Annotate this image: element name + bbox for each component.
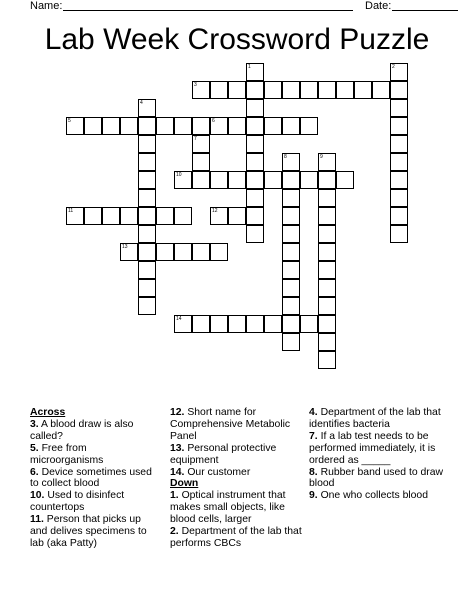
clue-column-3 xyxy=(309,407,449,502)
grid-cell[interactable] xyxy=(192,153,210,171)
cell-number: 8 xyxy=(284,154,287,160)
grid-cell[interactable] xyxy=(66,117,84,135)
grid-cell[interactable] xyxy=(318,81,336,99)
grid-cell[interactable] xyxy=(282,189,300,207)
grid-cell[interactable] xyxy=(210,315,228,333)
grid-cell[interactable] xyxy=(174,207,192,225)
cell-number: 12 xyxy=(212,208,218,214)
grid-cell[interactable] xyxy=(174,243,192,261)
grid-cell[interactable] xyxy=(138,189,156,207)
grid-cell[interactable] xyxy=(246,207,264,225)
grid-cell[interactable] xyxy=(390,207,408,225)
clue-across-3: 3. A blood draw is also called? xyxy=(30,418,134,442)
grid-cell[interactable] xyxy=(210,171,228,189)
grid-cell[interactable] xyxy=(228,81,246,99)
grid-cell[interactable] xyxy=(318,351,336,369)
grid-cell[interactable] xyxy=(282,297,300,315)
clue-down-7: 7. If a lab test needs to be performed immediately, it is ordered as _____ xyxy=(309,430,436,466)
grid-cell[interactable] xyxy=(246,189,264,207)
cell-number: 13 xyxy=(122,244,128,250)
grid-cell[interactable] xyxy=(282,261,300,279)
grid-cell[interactable] xyxy=(318,225,336,243)
grid-cell[interactable] xyxy=(282,207,300,225)
grid-cell[interactable] xyxy=(138,297,156,315)
grid-cell[interactable] xyxy=(336,81,354,99)
cell-number: 10 xyxy=(176,172,182,178)
grid-cell[interactable] xyxy=(138,207,156,225)
grid-cell[interactable] xyxy=(246,225,264,243)
grid-cell[interactable] xyxy=(318,171,336,189)
grid-cell[interactable] xyxy=(138,261,156,279)
grid-cell[interactable] xyxy=(138,99,156,117)
down-heading: Down xyxy=(170,478,199,490)
grid-cell[interactable] xyxy=(156,207,174,225)
grid-cell[interactable] xyxy=(282,117,300,135)
grid-cell[interactable] xyxy=(264,117,282,135)
grid-cell[interactable] xyxy=(390,153,408,171)
clue-across-11: 11. Person that picks up and delives specimens to lab (aka Patty) xyxy=(30,514,147,549)
name-label: Name: xyxy=(30,0,63,12)
cell-number: 3 xyxy=(194,82,197,88)
date-label: Date: xyxy=(365,0,392,12)
grid-cell[interactable] xyxy=(390,99,408,117)
grid-cell[interactable] xyxy=(318,297,336,315)
grid-cell[interactable] xyxy=(318,279,336,297)
grid-cell[interactable] xyxy=(246,81,264,99)
grid-cell[interactable] xyxy=(192,171,210,189)
clue-down-2: 2. Department of the lab that performs CBCs xyxy=(170,526,302,549)
clue-column-2 xyxy=(170,407,306,550)
grid-cell[interactable] xyxy=(390,189,408,207)
grid-cell[interactable] xyxy=(246,63,264,81)
grid-cell[interactable] xyxy=(228,315,246,333)
grid-cell[interactable] xyxy=(390,63,408,81)
grid-cell[interactable] xyxy=(318,189,336,207)
grid-cell[interactable] xyxy=(228,117,246,135)
grid-cell[interactable] xyxy=(390,171,408,189)
grid-cell[interactable] xyxy=(354,81,372,99)
cell-number: 9 xyxy=(320,154,323,160)
cell-number: 11 xyxy=(68,208,74,214)
grid-cell[interactable] xyxy=(84,117,102,135)
page-title: Lab Week Crossword Puzzle xyxy=(44,23,430,56)
clue-down-8: 8. Rubber band used to draw blood xyxy=(309,466,444,490)
clue-down-9: 9. One who collects blood xyxy=(309,490,428,502)
grid-cell[interactable] xyxy=(282,225,300,243)
grid-cell[interactable] xyxy=(318,243,336,261)
grid-cell[interactable] xyxy=(120,243,138,261)
grid-cell[interactable] xyxy=(282,153,300,171)
grid-cell[interactable] xyxy=(174,315,192,333)
grid-cell[interactable] xyxy=(174,117,192,135)
grid-cell[interactable] xyxy=(102,207,120,225)
grid-cell[interactable] xyxy=(138,225,156,243)
grid-cell[interactable] xyxy=(282,315,300,333)
clue-across-13: 13. Personal protective equipment xyxy=(170,442,277,466)
clue-down-1: 1. Optical instrument that makes small objects, like blood cells, larger xyxy=(170,490,286,526)
clue-down-4: 4. Department of the lab that identifies bacteria xyxy=(309,407,441,430)
grid-cell[interactable] xyxy=(318,261,336,279)
grid-cell[interactable] xyxy=(228,171,246,189)
grid-cell[interactable] xyxy=(246,171,264,189)
grid-cell[interactable] xyxy=(264,81,282,99)
cell-number: 14 xyxy=(176,316,182,322)
grid-cell[interactable] xyxy=(192,81,210,99)
cell-number: 7 xyxy=(194,136,197,142)
grid-cell[interactable] xyxy=(210,207,228,225)
cell-number: 1 xyxy=(248,64,251,70)
grid-cell[interactable] xyxy=(138,243,156,261)
clue-across-12: 12. Short name for Comprehensive Metabolic Panel xyxy=(170,407,291,442)
grid-cell[interactable] xyxy=(318,333,336,351)
grid-cell[interactable] xyxy=(246,153,264,171)
grid-cell[interactable] xyxy=(390,117,408,135)
grid-cell[interactable] xyxy=(264,171,282,189)
grid-cell[interactable] xyxy=(120,117,138,135)
grid-cell[interactable] xyxy=(372,81,390,99)
grid-cell[interactable] xyxy=(282,279,300,297)
grid-cell[interactable] xyxy=(390,81,408,99)
grid-cell[interactable] xyxy=(156,243,174,261)
clue-across-14: 14. Our customer xyxy=(170,466,251,478)
grid-cell[interactable] xyxy=(282,243,300,261)
grid-cell[interactable] xyxy=(192,243,210,261)
grid-cell[interactable] xyxy=(390,135,408,153)
grid-cell[interactable] xyxy=(210,81,228,99)
grid-cell[interactable] xyxy=(174,171,192,189)
grid-cell[interactable] xyxy=(138,279,156,297)
cell-number: 2 xyxy=(392,64,395,70)
grid-cell[interactable] xyxy=(318,207,336,225)
grid-cell[interactable] xyxy=(300,117,318,135)
grid-cell[interactable] xyxy=(318,315,336,333)
grid-cell[interactable] xyxy=(156,117,174,135)
grid-cell[interactable] xyxy=(138,135,156,153)
grid-cell[interactable] xyxy=(300,171,318,189)
grid-cell[interactable] xyxy=(120,207,138,225)
grid-cell[interactable] xyxy=(282,171,300,189)
grid-cell[interactable] xyxy=(390,225,408,243)
cell-number: 5 xyxy=(68,118,71,124)
grid-cell[interactable] xyxy=(84,207,102,225)
grid-cell[interactable] xyxy=(138,153,156,171)
clue-across-6: 6. Device sometimes used to collect blood xyxy=(30,466,152,490)
across-heading: Across xyxy=(30,407,66,418)
grid-cell[interactable] xyxy=(264,315,282,333)
grid-cell[interactable] xyxy=(102,117,120,135)
grid-cell[interactable] xyxy=(228,207,246,225)
grid-cell[interactable] xyxy=(246,99,264,117)
grid-cell[interactable] xyxy=(282,333,300,351)
clue-column-1 xyxy=(30,407,156,550)
grid-cell[interactable] xyxy=(336,171,354,189)
grid-cell[interactable] xyxy=(300,81,318,99)
cell-number: 4 xyxy=(140,100,143,106)
grid-cell[interactable] xyxy=(246,315,264,333)
grid-cell[interactable] xyxy=(318,153,336,171)
grid-cell[interactable] xyxy=(300,315,318,333)
grid-cell[interactable] xyxy=(210,243,228,261)
grid-cell[interactable] xyxy=(66,207,84,225)
grid-cell[interactable] xyxy=(138,117,156,135)
cell-number: 6 xyxy=(212,118,215,124)
grid-cell[interactable] xyxy=(192,315,210,333)
grid-cell[interactable] xyxy=(192,135,210,153)
grid-cell[interactable] xyxy=(138,171,156,189)
grid-cell[interactable] xyxy=(210,117,228,135)
grid-cell[interactable] xyxy=(282,81,300,99)
clue-across-5: 5. Free from microorganisms xyxy=(30,442,104,466)
clue-across-10: 10. Used to disinfect countertops xyxy=(30,490,125,514)
grid-cell[interactable] xyxy=(192,117,210,135)
grid-cell[interactable] xyxy=(246,135,264,153)
grid-cell[interactable] xyxy=(246,117,264,135)
